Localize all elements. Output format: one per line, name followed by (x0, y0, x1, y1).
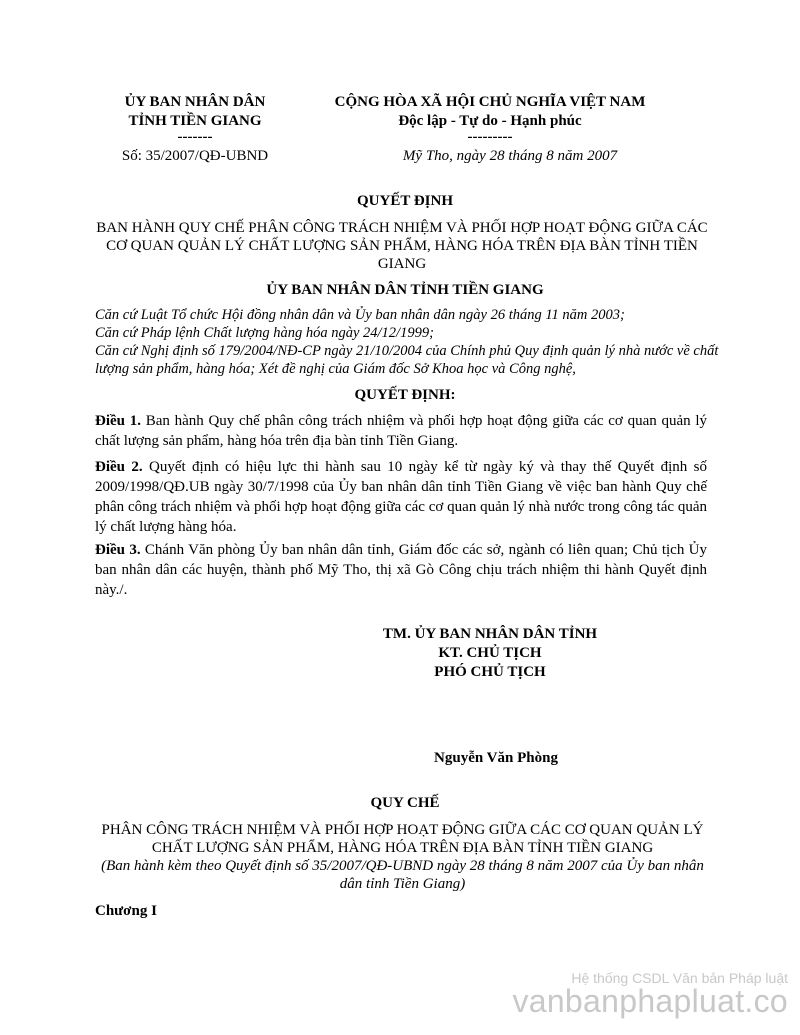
motto-divider: --------- (467, 129, 513, 145)
watermark-site: vanbanphapluat.co (512, 983, 788, 1019)
issuer-name: ỦY BAN NHÂN DÂN (124, 94, 266, 110)
issue-place-date: Mỹ Tho, ngày 28 tháng 8 năm 2007 (402, 148, 618, 164)
issuer-divider: ------- (177, 129, 213, 145)
article-1 (95, 411, 707, 451)
signer-name: Nguyễn Văn Phòng (434, 750, 558, 766)
national-motto: Độc lập - Tự do - Hạnh phúc (398, 113, 582, 129)
article-2 (95, 457, 707, 537)
national-name: CỘNG HÒA XÃ HỘI CHỦ NGHĨA VIỆT NAM (334, 94, 646, 110)
regulation-subtitle: PHÂN CÔNG TRÁCH NHIỆM VÀ PHỐI HỢP HOẠT ĐỘNG GIỮA CÁC CƠ QUAN QUẢN LÝ CHẤT LƯỢNG SẢN PHẨM, HÀNG HÓA TRÊN ĐỊA BÀN TỈNH TIỀN GIANG (101, 822, 704, 856)
basis-item: Căn cứ Nghị định số 179/2004/NĐ-CP ngày 21/10/2004 của Chính phủ Quy định quản lý nhà nước về chất lượng sản phẩm, hàng hóa; Xét đề nghị của Giám đốc Sở Khoa học và Công nghệ, (95, 343, 719, 377)
issuer-block (95, 93, 295, 166)
regulation-note: (Ban hành kèm theo Quyết định số 35/2007/QĐ-UBND ngày 28 tháng 8 năm 2007 của Ủy ban nhân dân tỉnh Tiền Giang) (101, 858, 704, 892)
article-label: Điều 2. (95, 459, 143, 475)
article-text: Ban hành Quy chế phân công trách nhiệm và phối hợp hoạt động giữa các cơ quan quản lý chất lượng sản phẩm, hàng hóa trên địa bàn tỉnh Tiền Giang. (95, 413, 708, 449)
article-text: Chánh Văn phòng Ủy ban nhân dân tỉnh, Giám đốc các sở, ngành có liên quan; Chủ tịch Ủy ban nhân dân các huyện, thành phố Mỹ Tho, thị xã Gò Công chịu trách nhiệm thi hành Quyết định này./. (95, 542, 707, 598)
document-number: Số: 35/2007/QĐ-UBND (121, 148, 269, 164)
decision-title: QUYẾT ĐỊNH (357, 193, 453, 209)
decision-subtitle: BAN HÀNH QUY CHẾ PHÂN CÔNG TRÁCH NHIỆM VÀ PHỐI HỢP HOẠT ĐỘNG GIỮA CÁC CƠ QUAN QUẢN LÝ CHẤT LƯỢNG SẢN PHẨM, HÀNG HÓA TRÊN ĐỊA BÀN TỈNH TIỀN GIANG (96, 220, 708, 272)
basis-item: Căn cứ Pháp lệnh Chất lượng hàng hóa ngày 24/12/1999; (95, 325, 434, 341)
article-label: Điều 3. (95, 542, 141, 558)
regulation-title: QUY CHẾ (370, 795, 440, 811)
decision-heading: QUYẾT ĐỊNH: (354, 387, 456, 403)
decision-authority: ỦY BAN NHÂN DÂN TỈNH TIỀN GIANG (266, 282, 544, 298)
legal-basis (95, 306, 720, 378)
issuer-province: TỈNH TIỀN GIANG (128, 113, 262, 129)
signature-line: KT. CHỦ TỊCH (438, 645, 542, 661)
national-motto-block (300, 93, 680, 166)
signature-line: TM. ỦY BAN NHÂN DÂN TỈNH (382, 626, 598, 642)
article-text: Quyết định có hiệu lực thi hành sau 10 ngày kể từ ngày ký và thay thế Quyết định số 2009/1998/QĐ.UB ngày 30/7/1998 của Ủy ban nhân dân tỉnh Tiền Giang về việc ban hành Quy chế phân công trách nhiệm và phối hợp hoạt động giữa các cơ quan quản lý nhà nước trong công tác quản lý chất lượng hàng hóa. (95, 459, 707, 535)
signature-block (300, 625, 680, 682)
signature-line: PHÓ CHỦ TỊCH (434, 664, 546, 680)
watermark-system: Hệ thống CSDL Văn bản Pháp luật (571, 970, 788, 986)
article-3 (95, 540, 707, 600)
basis-item: Căn cứ Luật Tổ chức Hội đồng nhân dân và Ủy ban nhân dân ngày 26 tháng 11 năm 2003; (95, 307, 625, 323)
article-label: Điều 1. (95, 413, 141, 429)
chapter-heading: Chương I (95, 903, 157, 919)
